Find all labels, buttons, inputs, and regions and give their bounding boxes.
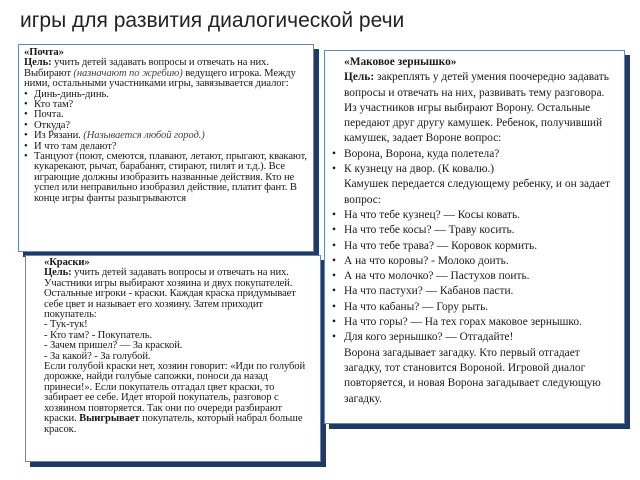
- list-item: • Откуда?: [24, 121, 308, 131]
- card-makovoe: [324, 50, 625, 424]
- list-item: • А на что молочко? — Пастухов поить.: [330, 269, 619, 284]
- pochta-dialog-list: [24, 90, 308, 204]
- makovoe-list-1: [330, 147, 619, 178]
- card-pochta: [18, 44, 314, 252]
- kraski-dialog-3: - Зачем пришел? — За краской.: [44, 340, 183, 352]
- list-item: • Кто там?: [24, 100, 308, 110]
- card-kraski: [25, 255, 321, 462]
- makovoe-list-2: [330, 208, 619, 346]
- list-item: • Ворона, Ворона, куда полетела?: [330, 147, 619, 162]
- list-item: • На что пастухи? — Кабанов пасти.: [330, 284, 619, 299]
- kraski-p2: [32, 362, 314, 435]
- kraski-winner-label: Выигрывает: [79, 413, 140, 425]
- makovoe-heading: «Маковое зернышко»: [344, 56, 457, 68]
- pochta-lead: [24, 69, 308, 90]
- pochta-goal-label: Цель:: [24, 57, 52, 69]
- list-item: • А на что коровы? - Молоко доить.: [330, 254, 619, 269]
- makovoe-p2: Камушек передается следующему ребенку, и он задает вопрос:: [344, 178, 610, 206]
- pochta-heading: «Почта»: [24, 47, 64, 58]
- kraski-p2-text: Если голубой краски нет, хозяин говорит: «Иди по голубой дорожке, найди голубые сапожки, поноси да назад принеси!». Если покупатель отгадал цвет краски, то забирает ее себе. Идет второй покупатель, разговор с хозяином повторяется. Так они по очереди разбирают краски.: [44, 361, 306, 425]
- pochta-lead-italic: (назначают по жребию): [73, 67, 183, 79]
- pochta-lead-a: Выбирают: [24, 67, 74, 79]
- pochta-lead-b: ведущего игрока. Между ними, остальными участниками игры, завязывается диалог:: [24, 67, 296, 90]
- list-item: • На что горы? — На тех горах маковое зернышко.: [330, 315, 619, 330]
- kraski-dialog-1: - Тук-тук!: [44, 319, 88, 331]
- list-item: • И что там делают?: [24, 142, 308, 152]
- kraski-dialog-2: - Кто там? - Покупатель.: [44, 329, 153, 341]
- makovoe-goal: [330, 70, 619, 101]
- makovoe-goal-label: Цель:: [344, 71, 375, 84]
- list-item: • Для кого зернышко? — Отгадайте!: [330, 330, 619, 345]
- kraski-p2-end: покупатель, который набрал больше красок.: [44, 413, 303, 435]
- makovoe-p1: Из участников игры выбирают Ворону. Остальные передают друг другу камушек. Ребенок, получивший камушек, задает Вороне вопрос:: [344, 101, 603, 145]
- pochta-ryazan: Из Рязани.: [34, 130, 84, 142]
- list-item: • На что тебе кузнец? — Косы ковать.: [330, 208, 619, 223]
- list-item: • Почта.: [24, 110, 308, 120]
- kraski-dialog-4: - За какой? - За голубой.: [44, 350, 151, 362]
- makovoe-goal-text: закреплять у детей умения поочередно задавать вопросы и отвечать на них, развивать тему разговора.: [344, 71, 609, 99]
- list-item: • Танцуют (поют, смеются, плавают, летают, прыгают, квакают, кукарекают, рычат, барабанят, стирают, пилят и т.д.). Все играющие должны изобразить названные действия. Кто не успел или неправильно изобразил действие, платит фант. В конце игры фанты разыгрываются: [24, 152, 308, 204]
- kraski-goal-label: Цель:: [44, 267, 72, 279]
- kraski-goal-text: учить детей задавать вопросы и отвечать на них.: [71, 267, 289, 279]
- list-item: • На что кабаны? — Гору рыть.: [330, 300, 619, 315]
- list-item: • К кузнецу на двор. (К ковалю.): [330, 162, 619, 177]
- kraski-heading: «Краски»: [44, 257, 90, 268]
- list-item: • Динь-динь-динь.: [24, 90, 308, 100]
- pochta-ryazan-italic: (Называется любой город.): [83, 130, 205, 142]
- pochta-goal-text: учить детей задавать вопросы и отвечать на них.: [51, 57, 269, 69]
- list-item: • На что тебе косы? — Траву косить.: [330, 223, 619, 238]
- page-title: игры для развития диалогической речи: [20, 9, 405, 32]
- kraski-p1: Участники игры выбирают хозяина и двух покупателей. Остальные игроки - краски. Каждая краска придумывает себе цвет и называет его хозяину. Затем приходит покупатель:: [44, 277, 296, 321]
- list-item: • На что тебе трава? — Коровок кормить.: [330, 239, 619, 254]
- makovoe-p3: Ворона загадывает загадку. Кто первый отгадает загадку, тот становится Вороной. Игровой диалог повторяется, и новая Ворона загадывает следующую загадку.: [344, 346, 601, 405]
